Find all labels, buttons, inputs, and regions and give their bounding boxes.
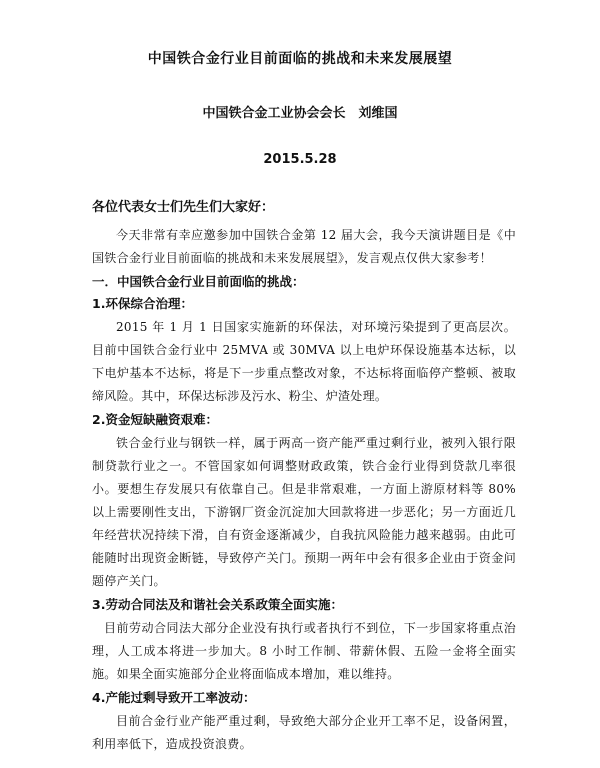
item-paragraph-environment: 2015 年 1 月 1 日国家实施新的环保法，对环境污染提到了更高层次。目前中国铁合金行业中 25MVA 或 30MVA 以上电炉环保设施基本达标，以下电炉基本不达标，将是下一步重点整改对象，不达标将面临停产整顿、被取缔风险。其中，环保达标涉及污水、粉尘、炉渣处理。 [92,320,516,403]
item-heading-overcapacity: 4.产能过剩导致开工率波动： [92,690,256,705]
document-date: 2015.5.28 [263,152,337,167]
item-heading-labor: 3.劳动合同法及和谐社会关系政策全面实施： [92,597,343,612]
section-heading: 一．中国铁合金行业目前面临的挑战： [92,274,305,289]
greeting: 各位代表女士们先生们大家好： [92,200,275,215]
item-heading-environment: 1.环保综合治理： [92,296,193,311]
author-line: 中国铁合金工业协会会长 刘维国 [202,106,398,121]
item-paragraph-labor: 目前劳动合同法大部分企业没有执行或者执行不到位，下一步国家将重点治理，人工成本将进一步加大。8 小时工作制、带薪休假、五险一金将全面实施。如果全面实施部分企业将面临成本增加，难以维持。 [92,621,516,681]
intro-paragraph: 今天非常有幸应邀参加中国铁合金第 12 届大会，我今天演讲题目是《中国铁合金行业目前面临的挑战和未来发展展望》，发言观点仅供大家参考！ [92,228,516,265]
item-paragraph-financing: 铁合金行业与钢铁一样，属于两高一资产能严重过剩行业，被列入银行限制贷款行业之一。不管国家如何调整财政政策，铁合金行业得到贷款几率很小。要想生存发展只有依靠自己。但是非常艰难，一方面上游原材料等 80%以上需要刚性支出，下游钢厂资金沉淀加大回款将进一步恶化；另一方面近几年经营状况持续下滑，自有资金逐渐减少，自我抗风险能力越来越弱。由此可能随时出现资金断链，导致停产关门。预期一两年中会有很多企业由于资金问题停产关门。 [92,436,516,588]
document-title: 中国铁合金行业目前面临的挑战和未来发展展望 [147,51,453,67]
document-body [92,198,516,756]
item-paragraph-overcapacity: 目前合金行业产能严重过剩，导致绝大部分企业开工率不足，设备闲置，利用率低下，造成投资浪费。 [92,714,516,751]
item-heading-financing: 2.资金短缺融资艰难： [92,412,218,427]
